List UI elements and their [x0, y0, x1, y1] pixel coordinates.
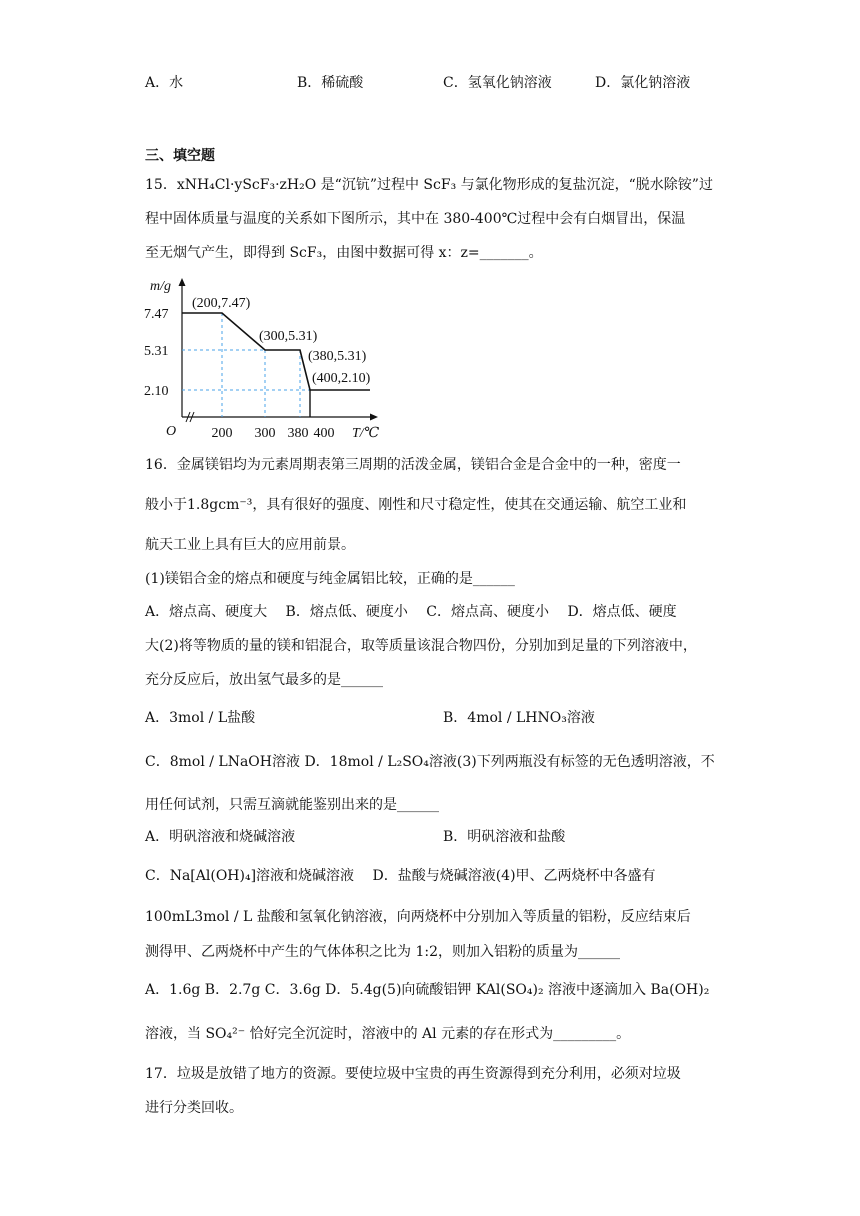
x-tick-label: 380: [287, 426, 309, 441]
q15-line-3: 至无烟气产生，即得到 ScF₃，由图中数据可得 x：z=_______。: [145, 245, 543, 261]
mass-temperature-chart: [140, 272, 400, 447]
q14-option-a: A．水: [145, 75, 184, 91]
y-axis-label: m/g: [150, 279, 171, 294]
section-title: 三、填空题: [145, 148, 215, 164]
x-tick-label: 400: [313, 426, 335, 441]
q15-line-1: 15．xNH₄Cl·yScF₃·zH₂O 是“沉钪”过程中 ScF₃ 与氯化物形成的复盐沉淀，“脱水除铵”过: [145, 177, 713, 193]
q16-sub5-line-2: 溶液，当 SO₄²⁻ 恰好完全沉淀时，溶液中的 Al 元素的存在形式为_________。: [145, 1026, 631, 1042]
point-annotation: (200,7.47): [192, 296, 251, 311]
q16-sub3-line-2: 用任何试剂，只需互滴就能鉴别出来的是______: [145, 797, 439, 813]
q14-option-d: D．氯化钠溶液: [595, 75, 691, 91]
q16-sub4-options: A．1.6g B．2.7g C．3.6g D．5.4g(5)向硫酸铝钾 KAl(SO₄)₂ 溶液中逐滴加入 Ba(OH)₂: [145, 982, 710, 998]
x-axis-arrow: [370, 414, 378, 421]
q16-sub3-options-cd: C．Na[Al(OH)₄]溶液和烧碱溶液 D．盐酸与烧碱溶液(4)甲、乙两烧杯中各盛有: [145, 868, 656, 884]
q16-sub2-option-b: B．4mol / LHNO₃溶液: [443, 710, 595, 726]
x-axis-label: T/℃: [352, 426, 380, 441]
y-axis-arrow: [179, 278, 186, 286]
q17-line-2: 进行分类回收。: [145, 1100, 243, 1116]
q14-option-c: C．氢氧化钠溶液: [443, 75, 552, 91]
q14-option-b: B．稀硫酸: [297, 75, 364, 91]
point-annotation: (380,5.31): [308, 349, 367, 364]
x-tick-label: 200: [211, 426, 233, 441]
q16-line-1: 16．金属镁铝均为元素周期表第三周期的活泼金属，镁铝合金是合金中的一种，密度一: [145, 457, 681, 473]
q16-sub2-line-1: 大(2)将等物质的量的镁和铝混合，取等质量该混合物四份，分别加到足量的下列溶液中，: [145, 638, 697, 654]
q16-line-3: 航天工业上具有巨大的应用前景。: [145, 537, 355, 553]
q16-sub2-options-cd: C．8mol / LNaOH溶液 D．18mol / L₂SO₄溶液(3)下列两瓶没有标签的无色透明溶液，不: [145, 754, 715, 770]
q16-sub2-line-2: 充分反应后，放出氢气最多的是______: [145, 672, 383, 688]
q16-sub4-line-2: 100mL3mol / L 盐酸和氢氧化钠溶液，向两烧杯中分别加入等质量的铝粉，反应结束后: [145, 909, 691, 925]
point-annotation: (300,5.31): [259, 329, 318, 344]
point-annotation: (400,2.10): [312, 371, 371, 386]
q16-sub3-option-a: A．明矾溶液和烧碱溶液: [145, 829, 296, 845]
q16-sub1: (1)镁铝合金的熔点和硬度与纯金属铝比较，正确的是______: [145, 571, 515, 587]
y-tick-label: 7.47: [144, 307, 169, 322]
q17-line-1: 17．垃圾是放错了地方的资源。要使垃圾中宝贵的再生资源得到充分利用，必须对垃圾: [145, 1066, 681, 1082]
q16-sub3-option-b: B．明矾溶液和盐酸: [443, 829, 566, 845]
q16-sub1-options: A．熔点高、硬度大 B．熔点低、硬度小 C．熔点高、硬度小 D．熔点低、硬度: [145, 604, 677, 620]
q16-sub2-option-a: A．3mol / L盐酸: [145, 710, 256, 726]
q16-sub4-line-3: 测得甲、乙两烧杯中产生的气体体积之比为 1:2，则加入铝粉的质量为______: [145, 944, 620, 960]
q15-line-2: 程中固体质量与温度的关系如下图所示，其中在 380-400℃过程中会有白烟冒出，保温: [145, 211, 686, 227]
q16-line-2: 般小于1.8gcm⁻³，具有很好的强度、刚性和尺寸稳定性，使其在交通运输、航空工业和: [145, 497, 687, 513]
y-tick-label: 5.31: [144, 344, 169, 359]
origin-label: O: [166, 424, 177, 439]
y-tick-label: 2.10: [144, 384, 169, 399]
x-tick-label: 300: [254, 426, 276, 441]
